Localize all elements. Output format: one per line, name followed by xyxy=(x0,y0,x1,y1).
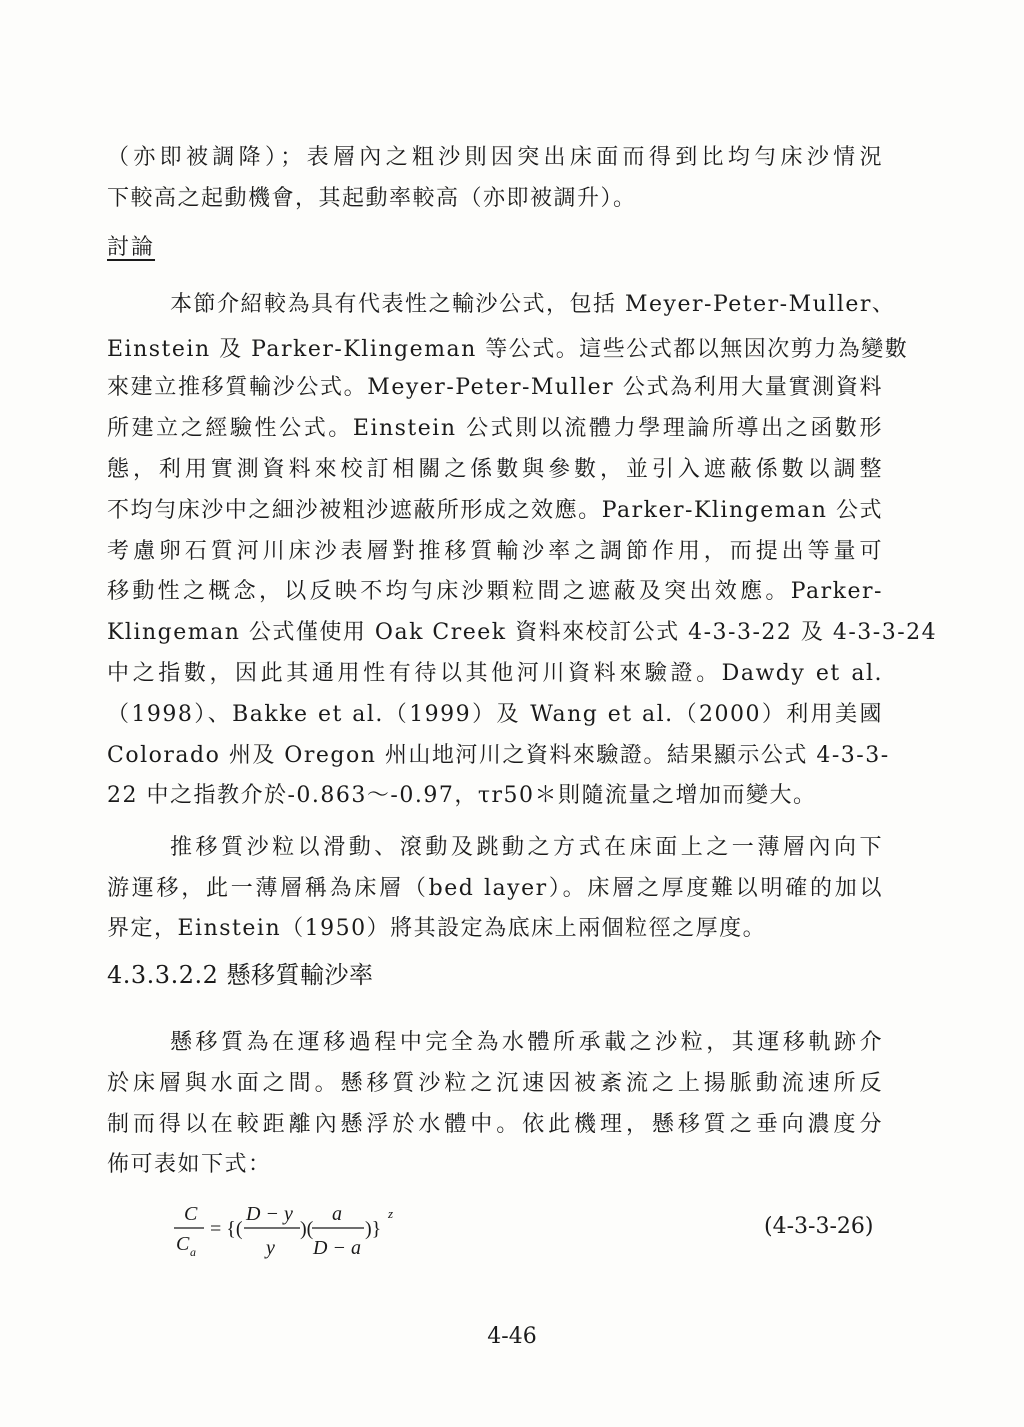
discussion-heading: 討論 xyxy=(107,235,156,260)
eq-mid: )( xyxy=(300,1218,314,1240)
eq-num-2: a xyxy=(332,1203,342,1225)
discussion-line-5: 態，利用實測資料來校訂相關之係數與參數，並引入遮蔽係數以調整 xyxy=(107,457,883,482)
discussion-line-3: 來建立推移質輸沙公式。Meyer-Peter-Muller 公式為利用大量實測資料 xyxy=(107,375,883,400)
eq-num-1: D − y xyxy=(246,1203,293,1225)
discussion-line-2: Einstein 及 Parker-Klingeman 等公式。這些公式都以無因次剪力為變數 xyxy=(107,337,909,362)
bedlayer-line-1: 推移質沙粒以滑動、滾動及跳動之方式在床面上之一薄層內向下 xyxy=(170,835,883,860)
discussion-line-6: 不均勻床沙中之細沙被粗沙遮蔽所形成之效應。Parker-Klingeman 公式 xyxy=(107,498,883,523)
eq-equals-open: = {( xyxy=(210,1218,243,1240)
discussion-line-10: 中之指數，因此其通用性有待以其他河川資料來驗證。Dawdy et al. xyxy=(107,661,883,686)
eq-numerator-c: C xyxy=(184,1203,198,1225)
eq-den-1: y xyxy=(266,1237,275,1259)
discussion-line-4: 所建立之經驗性公式。Einstein 公式則以流體力學理論所導出之函數形 xyxy=(107,416,883,441)
suspended-line-1: 懸移質為在運移過程中完全為水體所承載之沙粒，其運移軌跡介 xyxy=(170,1030,883,1055)
page-number: 4-46 xyxy=(487,1324,537,1349)
suspended-line-2: 於床層與水面之間。懸移質沙粒之沉速因被紊流之上揚脈動流速所反 xyxy=(107,1071,883,1096)
discussion-line-8: 移動性之概念，以反映不均勻床沙顆粒間之遮蔽及突出效應。Parker- xyxy=(107,579,883,604)
suspended-line-3: 制而得以在較距離內懸浮於水體中。依此機理，懸移質之垂向濃度分 xyxy=(107,1112,883,1137)
discussion-line-12: Colorado 州及 Oregon 州山地河川之資料來驗證。結果顯示公式 4-3-3- xyxy=(107,743,890,768)
discussion-line-11: （1998）、Bakke et al.（1999）及 Wang et al.（2000）利用美國 xyxy=(107,702,883,727)
eq-den-2: D − a xyxy=(313,1237,361,1259)
bedlayer-line-2: 游運移，此一薄層稱為床層（bed layer）。床層之厚度難以明確的加以 xyxy=(107,876,883,901)
eq-exponent-z: z xyxy=(388,1206,394,1221)
bedlayer-line-3: 界定，Einstein（1950）將其設定為底床上兩個粒徑之厚度。 xyxy=(107,916,767,941)
discussion-line-13: 22 中之指教介於-0.863～-0.97，τr50＊則隨流量之增加而變大。 xyxy=(107,783,817,808)
section-heading: 4.3.3.2.2 懸移質輸沙率 xyxy=(107,961,374,989)
eq-subscript-a: a xyxy=(190,1245,196,1259)
eq-denominator-c: C xyxy=(176,1233,190,1255)
intro-line-1: （亦即被調降）；表層內之粗沙則因突出床面而得到比均勻床沙情況 xyxy=(107,145,883,170)
suspended-line-4: 佈可表如下式： xyxy=(107,1152,272,1177)
discussion-line-9: Klingeman 公式僅使用 Oak Creek 資料來校訂公式 4-3-3-22 及 4-3-3-24 xyxy=(107,620,938,645)
eq-close: )} xyxy=(365,1218,382,1240)
equation-number: (4-3-3-26) xyxy=(764,1214,874,1239)
concentration-equation xyxy=(172,1198,532,1262)
discussion-line-7: 考慮卵石質河川床沙表層對推移質輸沙率之調節作用，而提出等量可 xyxy=(107,539,883,564)
discussion-line-1: 本節介紹較為具有代表性之輸沙公式，包括 Meyer-Peter-Muller、 xyxy=(170,292,896,317)
intro-line-2: 下較高之起動機會，其起動率較高（亦即被調升）。 xyxy=(107,186,637,211)
